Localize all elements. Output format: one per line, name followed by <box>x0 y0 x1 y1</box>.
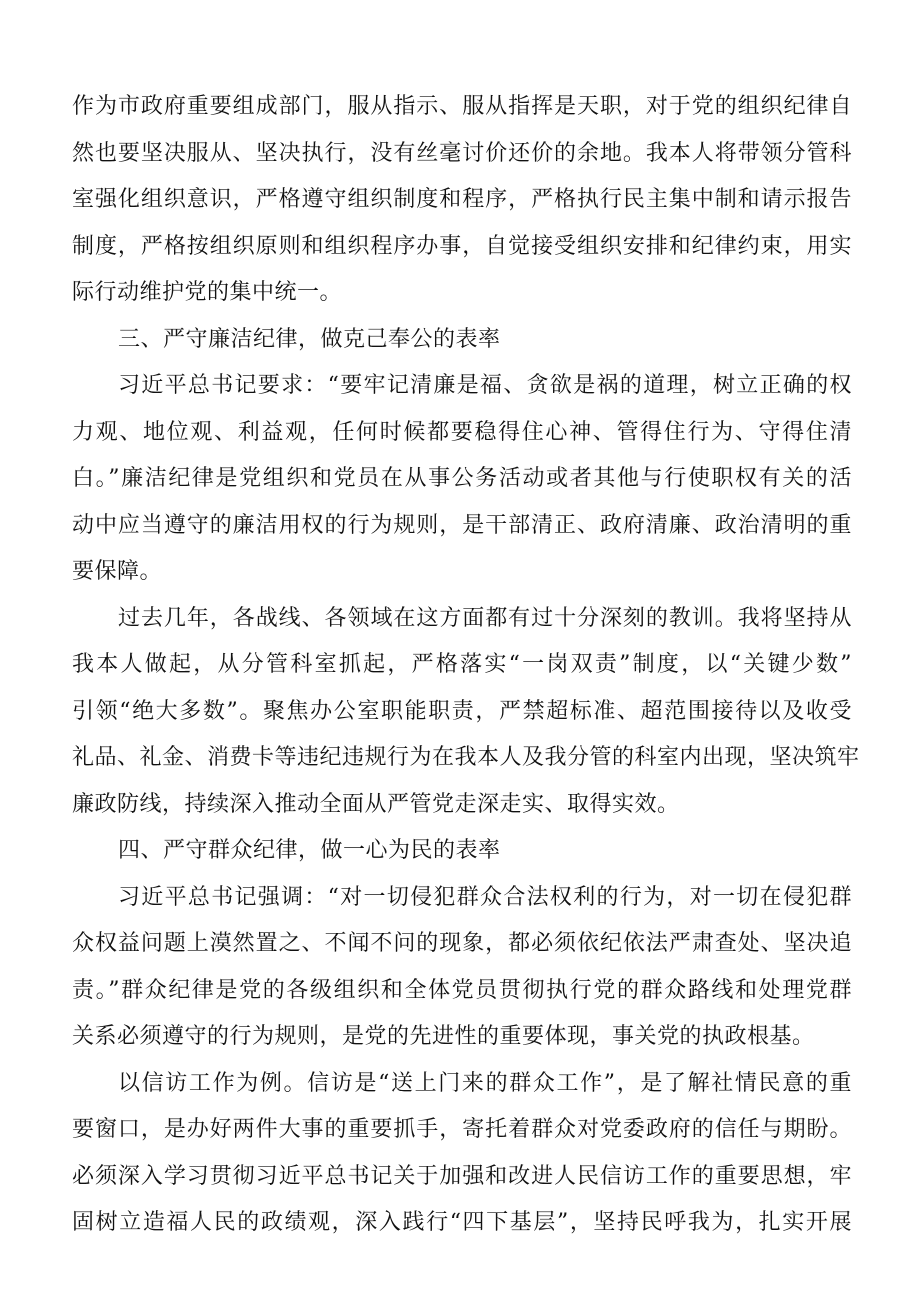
text-line: 际行动维护党的集中统一。 <box>72 280 343 305</box>
text-line: 习近平总书记要求：“要牢记清廉是福、贪欲是祸的道理，树立正确的权 <box>118 373 852 398</box>
text-line: 习近平总书记强调：“对一切侵犯群众合法权利的行为，对一切在侵犯群 <box>118 885 852 910</box>
text-line: 礼品、礼金、消费卡等违纪违规行为在我本人及我分管的科室内出现，坚决筑牢 <box>72 745 860 770</box>
text-line: 动中应当遵守的廉洁用权的行为规则，是干部清正、政府清廉、政治清明的重 <box>72 513 852 538</box>
text-line: 白。”廉洁纪律是党组织和党员在从事公务活动或者其他与行使职权有关的活 <box>72 466 852 491</box>
text-line: 然也要坚决服从、坚决执行，没有丝毫讨价还价的余地。我本人将带领分管科 <box>72 141 852 166</box>
text-line: 力观、地位观、利益观，任何时候都要稳得住心神、管得住行为、守得住清 <box>72 420 852 445</box>
text-line: 引领“绝大多数”。聚焦办公室职能职责，严禁超标准、超范围接待以及收受 <box>72 699 852 724</box>
text-line: 过去几年，各战线、各领域在这方面都有过十分深刻的教训。我将坚持从 <box>118 606 852 631</box>
text-line: 我本人做起，从分管科室抓起，严格落实“一岗双责”制度，以“关键少数” <box>72 652 852 677</box>
text-line: 制度，严格按组织原则和组织程序办事，自觉接受组织安排和纪律约束，用实 <box>72 234 852 259</box>
text-line: 众权益问题上漠然置之、不闻不问的现象，都必须依纪依法严肃查处、坚决追 <box>72 931 852 956</box>
text-line: 廉政防线，持续深入推动全面从严管党走深走实、取得实效。 <box>72 792 680 817</box>
section-heading: 三、严守廉洁纪律，做克己奉公的表率 <box>118 327 501 352</box>
section-heading: 四、严守群众纪律，做一心为民的表率 <box>118 838 501 863</box>
text-line: 要窗口，是办好两件大事的重要抓手，寄托着群众对党委政府的信任与期盼。 <box>72 1117 852 1142</box>
text-line: 要保障。 <box>72 559 163 584</box>
text-line: 以信访工作为例。信访是“送上门来的群众工作”，是了解社情民意的重 <box>118 1071 852 1096</box>
text-line: 必须深入学习贯彻习近平总书记关于加强和改进人民信访工作的重要思想，牢 <box>72 1164 852 1189</box>
text-line: 室强化组织意识，严格遵守组织制度和程序，严格执行民主集中制和请示报告 <box>72 187 852 212</box>
text-line: 作为市政府重要组成部门，服从指示、服从指挥是天职，对于党的组织纪律自 <box>72 94 852 119</box>
text-line: 责。”群众纪律是党的各级组织和全体党员贯彻执行党的群众路线和处理党群 <box>72 978 852 1003</box>
text-line: 关系必须遵守的行为规则，是党的先进性的重要体现，事关党的执政根基。 <box>72 1024 815 1049</box>
text-line: 固树立造福人民的政绩观，深入践行“四下基层”，坚持民呼我为，扎实开展 <box>72 1210 852 1235</box>
